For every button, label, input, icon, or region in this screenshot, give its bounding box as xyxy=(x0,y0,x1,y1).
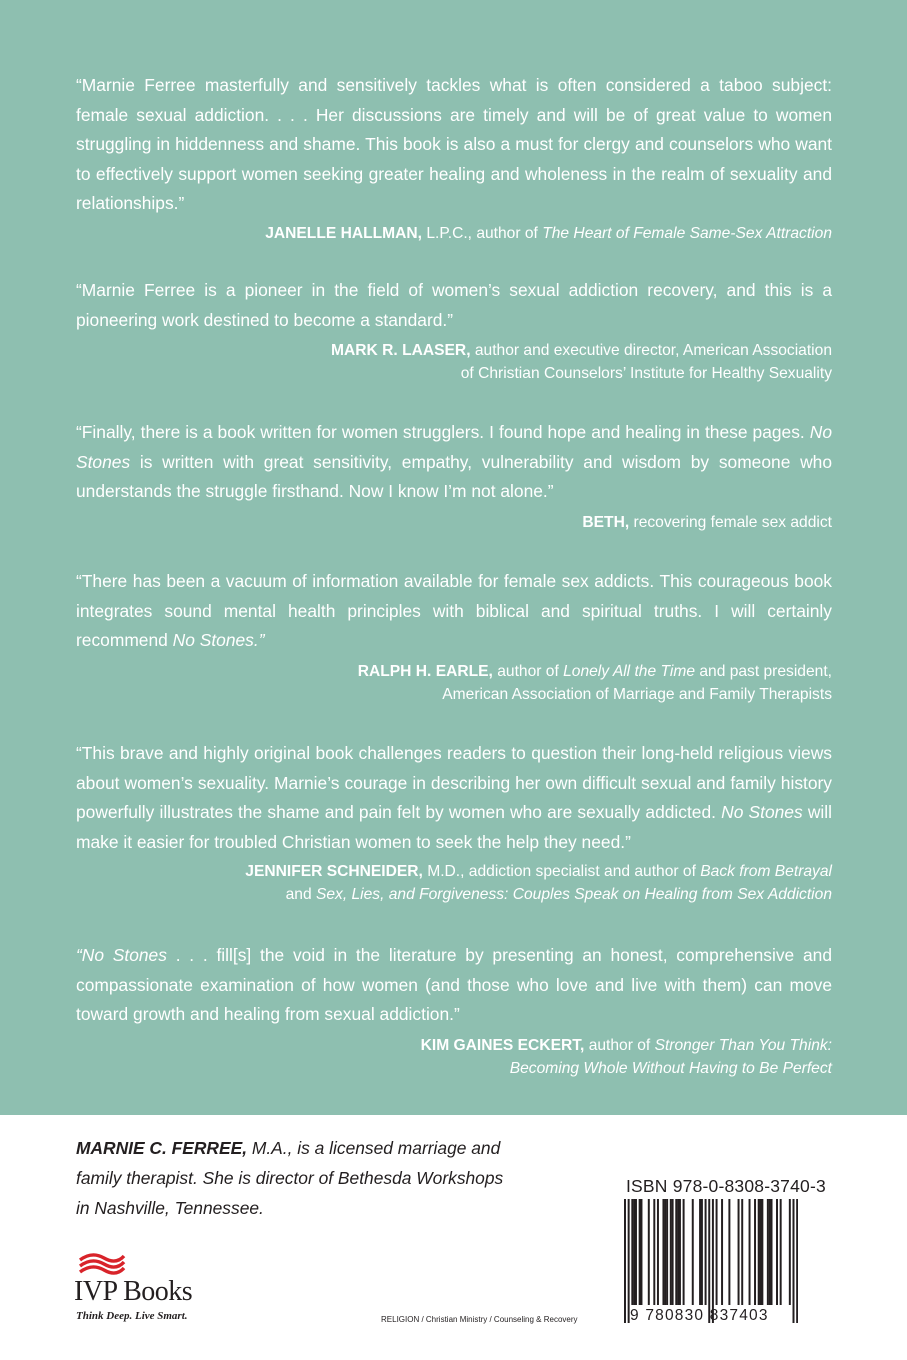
endorsement-4 xyxy=(76,567,832,706)
barcode-bar xyxy=(712,1199,714,1323)
barcode-bar xyxy=(628,1199,630,1323)
barcode-bar xyxy=(796,1199,798,1323)
barcode-bar xyxy=(677,1199,679,1305)
endorser-credit-line2: American Association of Marriage and Family Therapists xyxy=(442,685,832,703)
endorsement-quote: “Marnie Ferree masterfully and sensitively tackles what is often considered a taboo subject: female sexual addiction. . . . Her discussions are timely and will be of great value to women struggling in hiddenness and shame. This book is also a must for clergy and counselors who want to effectively support women seeking greater healing and wholeness in the realm of sexuality and relationships.” xyxy=(76,75,832,214)
endorser-name: KIM GAINES ECKERT, xyxy=(420,1036,585,1054)
barcode-bar xyxy=(708,1199,710,1323)
isbn-label: ISBN 978-0-8308-3740-3 xyxy=(626,1176,826,1196)
endorsement-attribution xyxy=(76,1034,832,1080)
barcode-bar xyxy=(780,1199,782,1305)
book-title: No Stones.” xyxy=(172,630,265,651)
endorsement-attribution: JENNIFER SCHNEIDER, M.D., addiction specialist and author of Back from Betrayal and Sex, Lies, and Forgiveness: Couples Speak on Healing from Sex Addiction xyxy=(245,863,832,904)
barcode-bar xyxy=(701,1199,703,1305)
barcode-bar xyxy=(657,1199,659,1305)
barcode-bar xyxy=(738,1199,740,1305)
barcode-bar xyxy=(683,1199,685,1305)
barcode-bar xyxy=(631,1199,633,1305)
barcode-bar xyxy=(705,1199,707,1305)
barcode-bar xyxy=(640,1199,642,1305)
book-title: No Stones xyxy=(721,802,803,823)
barcode-bar xyxy=(675,1199,677,1305)
endorser-credit: L.P.C., author of xyxy=(422,224,543,242)
barcode-number: 9 780830 837403 xyxy=(630,1307,769,1324)
book-title: Lonely All the Time xyxy=(563,662,696,680)
endorsement-attribution xyxy=(76,222,832,245)
barcode-bar xyxy=(692,1199,694,1305)
barcode-bar xyxy=(728,1199,730,1305)
endorsement-2 xyxy=(76,276,832,385)
barcode-bar xyxy=(716,1199,718,1305)
endorser-name: RALPH H. EARLE, xyxy=(357,662,493,680)
barcode-bar xyxy=(666,1199,668,1305)
flag-icon xyxy=(78,1252,126,1278)
barcode-bar xyxy=(662,1199,664,1305)
endorsement-quote: “There has been a vacuum of information available for female sex addicts. This courageous book integrates sound mental health principles with biblical and spiritual truths. I will certainly recommend No Stones.” xyxy=(76,571,832,651)
barcode-bar xyxy=(760,1199,762,1305)
publisher-logo xyxy=(74,1252,224,1332)
endorser-name: JENNIFER SCHNEIDER, xyxy=(245,863,423,881)
publisher-name: IVP Books xyxy=(74,1276,193,1307)
book-title-line2: Becoming Whole Without Having to Be Perfect xyxy=(509,1059,832,1077)
category-label: RELIGION / Christian Ministry / Counseling & Recovery xyxy=(381,1315,578,1324)
barcode-bar xyxy=(639,1199,641,1305)
endorser-credit: author of xyxy=(584,1036,655,1054)
endorser-name: JANELLE HALLMAN, xyxy=(265,224,423,242)
author-bio xyxy=(76,1133,506,1223)
barcode-bar xyxy=(648,1199,650,1305)
book-title: Stronger Than You Think: xyxy=(654,1036,832,1054)
publisher-tagline: Think Deep. Live Smart. xyxy=(76,1310,188,1322)
book-title: Sex, Lies, and Forgiveness: Couples Speak on Healing from Sex Addiction xyxy=(315,886,832,904)
barcode-bar xyxy=(670,1199,672,1305)
endorser-name: MARK R. LAASER, xyxy=(331,342,471,360)
barcode-bar xyxy=(635,1199,637,1305)
barcode-bar xyxy=(761,1199,763,1305)
endorsement-quote: “No Stones . . . fill[s] the void in the literature by presenting an honest, comprehensive and compassionate examination of how women (and those who love and live with them) can move toward growth and healing from sexual addiction.” xyxy=(76,945,832,1025)
barcode-bar xyxy=(699,1199,701,1305)
endorsement-1 xyxy=(76,71,832,245)
barcode-bar xyxy=(653,1199,655,1305)
book-title: Back from Betrayal xyxy=(700,863,832,881)
barcode-bar xyxy=(776,1199,778,1305)
endorser-credit-line2: of Christian Counselors’ Institute for Healthy Sexuality xyxy=(460,365,832,383)
barcode-bar xyxy=(769,1199,771,1305)
barcode-bar xyxy=(789,1199,791,1305)
endorsement-attribution xyxy=(76,511,832,534)
barcode-bar xyxy=(721,1199,723,1305)
author-bio-text: M.A., is a licensed marriage and family therapist. She is director of Bethesda Workshops in Nashville, Tennessee. xyxy=(76,1138,504,1218)
barcode-bar xyxy=(767,1199,769,1305)
endorsement-attribution: RALPH H. EARLE, author of Lonely All the Time and past president, American Association of Marriage and Family Therapists xyxy=(357,662,832,703)
book-title: No Stones xyxy=(76,422,832,472)
barcode-bar xyxy=(741,1199,743,1305)
author-name: MARNIE C. FERREE, xyxy=(76,1138,248,1158)
barcode-bar xyxy=(754,1199,756,1305)
book-title: The Heart of Female Same-Sex Attraction xyxy=(542,224,832,242)
book-title: “No Stones xyxy=(76,945,167,965)
barcode-bar xyxy=(633,1199,635,1305)
endorsement-quote: “Marnie Ferree is a pioneer in the field of women’s sexual addiction recovery, and this is a pioneering work destined to become a standard.” xyxy=(76,280,832,330)
endorsement-5 xyxy=(76,739,832,906)
barcode xyxy=(624,1199,798,1323)
barcode-bar xyxy=(624,1199,626,1323)
endorser-name: BETH, xyxy=(582,513,630,531)
barcode-bar xyxy=(749,1199,751,1305)
endorsement-quote: “Finally, there is a book written for women strugglers. I found hope and healing in these pages. No Stones is written with great sensitivity, empathy, vulnerability and wisdom by someone who understands the struggle firsthand. Now I know I’m not alone.” xyxy=(76,422,832,502)
barcode-bar xyxy=(664,1199,666,1305)
barcode-bar xyxy=(672,1199,674,1305)
barcode-bar xyxy=(758,1199,760,1305)
endorser-credit: author and executive director, American Association xyxy=(470,342,832,360)
endorsement-6 xyxy=(76,941,832,1080)
barcode-bar xyxy=(793,1199,795,1323)
endorsement-3 xyxy=(76,418,832,534)
endorser-credit: recovering female sex addict xyxy=(629,513,832,531)
barcode-bar xyxy=(679,1199,681,1305)
endorser-credit: author of xyxy=(492,662,564,680)
endorsement-quote: “This brave and highly original book challenges readers to question their long-held religious views about women’s sexuality. Marnie’s courage in describing her own difficult sexual and family history powerfully illustrates the shame and pain felt by women who are sexually addicted. No Stones will make it easier for troubled Christian women to seek the help they need.” xyxy=(76,743,832,852)
endorsement-attribution xyxy=(76,339,832,385)
barcode-bar xyxy=(771,1199,773,1305)
endorser-credit: M.D., addiction specialist and author of xyxy=(422,863,701,881)
